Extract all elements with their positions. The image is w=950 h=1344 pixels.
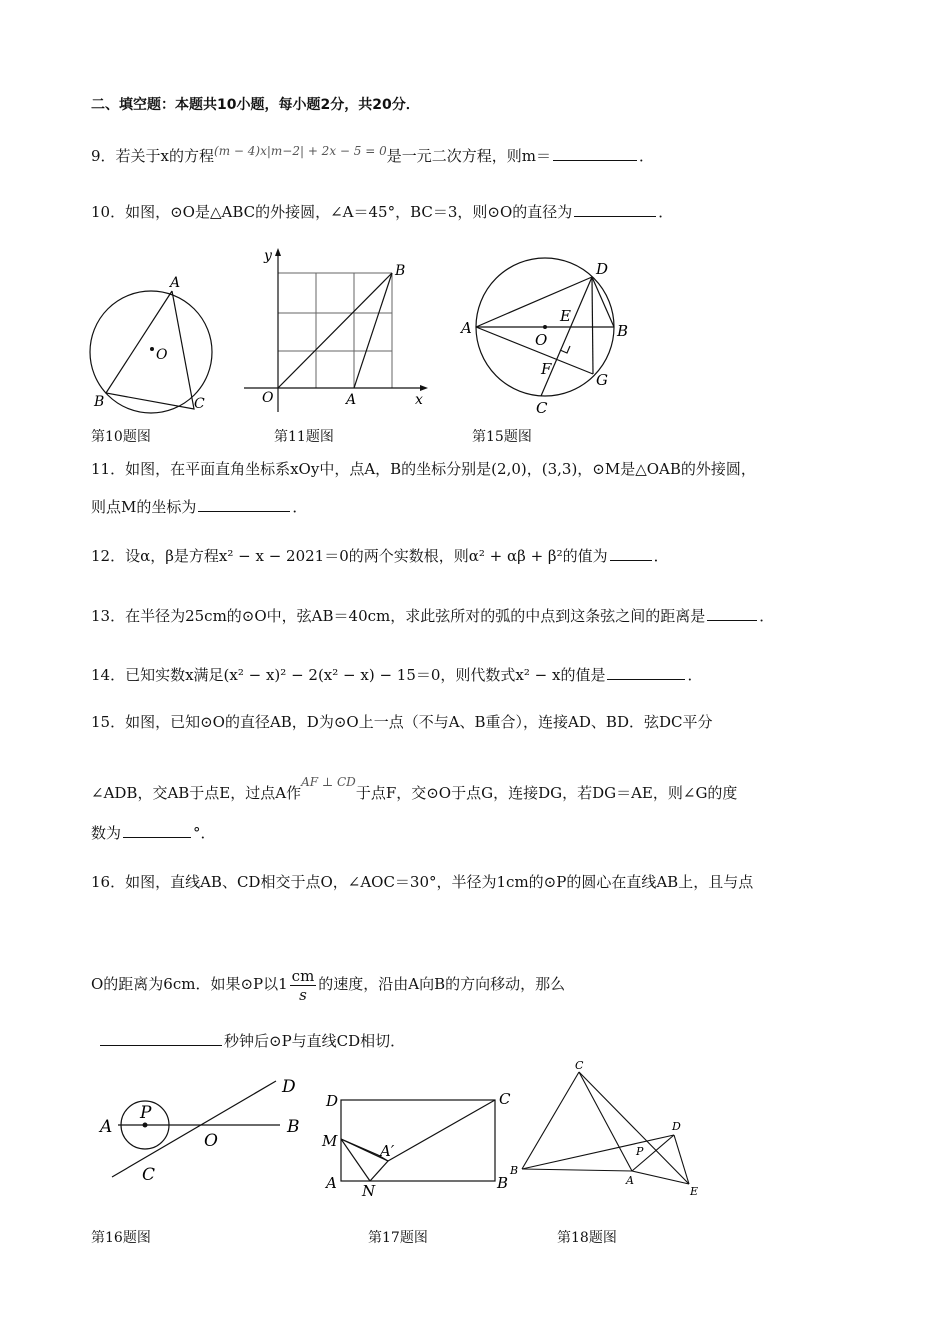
fig16-label-a: A <box>100 1117 113 1137</box>
fig17-fold-lines <box>341 1100 495 1181</box>
fig17-rectangle <box>341 1100 495 1181</box>
q15-line3: 数为 <box>91 824 122 842</box>
q12-answer-blank[interactable] <box>610 546 652 561</box>
fig15-label-e: E <box>560 307 571 325</box>
caption-16: 第16题图 <box>91 1230 151 1246</box>
fig18-label-c: C <box>575 1059 584 1072</box>
fig16-label-d: D <box>282 1077 296 1097</box>
fig10-label-o: O <box>156 347 168 363</box>
fig18-label-a: A <box>626 1174 634 1187</box>
figure-15 <box>456 255 642 419</box>
fig11-label-y: y <box>264 248 272 264</box>
fig17-label-b: B <box>497 1174 509 1192</box>
q16-line3: 秒钟后⊙P与直线CD相切． <box>224 1032 406 1050</box>
fig17-label-a-prime: A′ <box>380 1142 395 1160</box>
fig11-y-arrow <box>275 248 281 256</box>
figure-17 <box>316 1084 520 1202</box>
q11-answer-blank[interactable] <box>198 497 290 512</box>
question-9 <box>91 141 654 166</box>
caption-18: 第18题图 <box>557 1230 617 1246</box>
fig15-label-c: C <box>536 399 548 417</box>
fig17-label-m: M <box>322 1132 338 1150</box>
q15-answer-blank[interactable] <box>123 823 191 838</box>
fig16-label-p: P <box>140 1103 152 1123</box>
fig10-label-a: A <box>170 275 181 291</box>
figure-18 <box>504 1056 708 1202</box>
question-10 <box>91 202 673 222</box>
q9-end: ． <box>638 147 654 165</box>
q16-line2b: 的速度，沿由A向B的方向移动，那么 <box>318 975 566 993</box>
q14-text: 14．已知实数x满足(x² − x)² − 2(x² − x) − 15＝0，则代数式x² − x的值是 <box>91 666 606 684</box>
q12-end: ． <box>653 547 669 565</box>
q13-end: ． <box>759 607 775 625</box>
fig15-label-a: A <box>461 319 472 337</box>
q11-end: ． <box>292 498 308 516</box>
question-11-line2 <box>91 497 307 517</box>
fig18-label-d: D <box>672 1120 681 1133</box>
fig11-label-a: A <box>346 392 357 408</box>
q10-text: 10．如图，⊙O是△ABC的外接圆，∠A＝45°，BC＝3，则⊙O的直径为 <box>91 203 573 221</box>
q12-text: 12．设α，β是方程x² − x − 2021＝0的两个实数根，则α² + αβ + β²的值为 <box>91 547 608 565</box>
q13-answer-blank[interactable] <box>707 606 757 621</box>
fig16-center-dot <box>143 1123 148 1128</box>
fig10-label-c: C <box>194 396 205 412</box>
figure-10 <box>86 272 218 414</box>
fig15-label-b: B <box>617 322 629 340</box>
fig11-x-arrow <box>420 385 428 391</box>
fig18-label-e: E <box>690 1185 699 1198</box>
q15-end: °． <box>193 824 216 842</box>
fig10-label-b: B <box>94 394 105 410</box>
fig15-center-dot <box>543 325 547 329</box>
fig16-line-cd <box>112 1081 276 1177</box>
fig15-label-d: D <box>596 260 609 278</box>
fig17-label-d: D <box>326 1092 339 1110</box>
q16-answer-blank[interactable] <box>100 1031 222 1046</box>
fig17-label-c: C <box>499 1090 511 1108</box>
question-11-line1: 11．如图，在平面直角坐标系xOy中，点A，B的坐标分别是(2,0)，(3,3)，⊙M是△OAB的外接圆， <box>91 460 756 478</box>
q15-line2c: 于点F，交⊙O于点G，连接DG，若DG＝AE，则∠G的度 <box>355 784 738 802</box>
fig16-label-b: B <box>287 1117 300 1137</box>
question-15-line3 <box>91 823 216 843</box>
section-heading: 二、填空题：本题共10小题，每小题2分，共20分． <box>91 97 420 113</box>
caption-10: 第10题图 <box>91 429 151 445</box>
fig15-label-g: G <box>596 371 608 389</box>
q9-pre: 9．若关于x的方程 <box>91 147 215 165</box>
fig10-center-dot <box>150 347 154 351</box>
fig11-label-x: x <box>415 392 423 408</box>
fig17-label-a: A <box>326 1174 337 1192</box>
fig16-label-c: C <box>142 1165 156 1185</box>
q13-text: 13．在半径为25cm的⊙O中，弦AB＝40cm，求此弦所对的弧的中点到这条弦之间的距离是 <box>91 607 706 625</box>
q16-line2a: O的距离为6cm．如果⊙P以1 <box>91 975 288 993</box>
q9-post: 是一元二次方程，则m＝ <box>386 147 551 165</box>
figure-11 <box>240 242 440 414</box>
q15-perp-formula: AF ⊥ CD <box>301 775 356 789</box>
q16-speed-fraction <box>290 967 317 1004</box>
question-14 <box>91 665 702 685</box>
q14-end: ． <box>687 666 703 684</box>
fig18-lines <box>522 1072 689 1184</box>
question-12 <box>91 546 669 566</box>
fig18-label-b: B <box>510 1164 519 1177</box>
q14-answer-blank[interactable] <box>607 665 685 680</box>
q10-answer-blank[interactable] <box>574 202 656 217</box>
caption-15: 第15题图 <box>472 429 532 445</box>
fig16-label-o: O <box>204 1131 218 1151</box>
figure-16 <box>96 1072 314 1190</box>
q16-frac-num: cm <box>291 966 315 985</box>
question-15-line2 <box>91 772 737 803</box>
fig11-label-o: O <box>262 390 274 406</box>
question-13 <box>91 606 774 626</box>
q9-formula: (m − 4)x|m−2| + 2x − 5 = 0 <box>214 144 387 158</box>
fig18-label-p: P <box>636 1145 644 1158</box>
fig15-label-f: F <box>541 360 552 378</box>
fig15-label-o: O <box>535 331 548 349</box>
q11-line2-text: 则点M的坐标为 <box>91 498 197 516</box>
q15-line2a: ∠ADB，交AB于点E，过点A作 <box>91 784 302 802</box>
q9-answer-blank[interactable] <box>553 146 637 161</box>
fig11-label-b: B <box>395 263 406 279</box>
fig17-label-n: N <box>362 1182 376 1200</box>
q16-frac-den: s <box>299 985 307 1004</box>
question-16-line3 <box>98 1031 405 1051</box>
fig10-circle <box>90 291 212 413</box>
question-16-line1: 16．如图，直线AB、CD相交于点O，∠AOC＝30°，半径为1cm的⊙P的圆心在直线AB上，且与点 <box>91 873 754 891</box>
caption-17: 第17题图 <box>368 1230 428 1246</box>
question-15-line1: 15．如图，已知⊙O的直径AB，D为⊙O上一点（不与A、B重合），连接AD、BD．弦DC平分 <box>91 713 713 731</box>
fig10-triangle <box>106 291 194 409</box>
fig11-segment-ob <box>278 273 392 388</box>
question-16-line2 <box>91 962 565 1006</box>
caption-11: 第11题图 <box>274 429 334 445</box>
q10-end: ． <box>658 203 674 221</box>
fig11-segment-ab <box>354 273 392 388</box>
